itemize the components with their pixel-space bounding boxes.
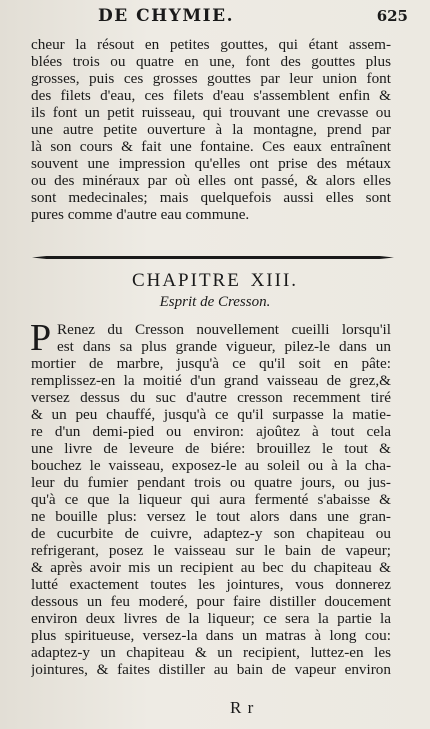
drop-cap: P <box>30 317 52 359</box>
text-line: leur du fumier pendant trois ou quatre jours, ou jus- <box>31 474 391 491</box>
text-line: des filets d'eau, ces filets d'eau s'assemblent enfin & <box>31 87 391 104</box>
text-line: souvent une impression qu'elles ont prise des métaux <box>31 155 391 172</box>
chapter-title: CHAPITRE XIII. <box>131 270 299 291</box>
text-line: jointures, & faites distiller au bain de vapeur environ <box>31 661 391 678</box>
text-line: re d'un demi-pied ou environ: ajoûtez à tout cela <box>31 423 391 440</box>
catchword-signature: R r <box>230 698 255 717</box>
text-line: ne bouille plus: versez le tout alors dans une gran- <box>31 508 391 525</box>
text-line: ou des minéraux par où elles ont passé, & alors elles <box>31 172 391 189</box>
running-head: DE CHYMIE. <box>98 6 234 26</box>
text-line: plus spiritueuse, versez-la dans un matras à long cou: <box>31 627 391 644</box>
text-line: de cucurbite de cuivre, adaptez-y son chapiteau ou <box>31 525 391 542</box>
text-line: versez dessus du suc d'autre cresson recemment tiré <box>31 389 391 406</box>
text-line: Renez du Cresson nouvellement cueilli lorsqu'il <box>57 321 391 338</box>
page-number: 625 <box>376 7 408 25</box>
text-line: blées trois ou quatre en une, font des gouttes plus <box>31 53 391 70</box>
text-line: là son cours & fait une fontaine. Ces eaux entraînent <box>31 138 391 155</box>
text-line: & après avoir mis un recipient au bec du chapiteau & <box>31 559 391 576</box>
text-line: grosses, puis ces grosses gouttes par leur union font <box>31 70 391 87</box>
text-line: cheur la résout en petites gouttes, qui étant assem- <box>31 36 391 53</box>
text-line: pures comme d'autre eau commune. <box>31 206 250 223</box>
page-header <box>0 6 430 28</box>
text-line: environ deux livres de la liqueur; ce sera la partie la <box>31 610 391 627</box>
text-line: est dans sa plus grande vigueur, pilez-le dans un <box>57 338 391 355</box>
text-line: & un peu chauffé, jusqu'à ce qu'il surpasse la matie- <box>31 406 391 423</box>
text-line: dessous un feu moderé, pour faire distiller doucement <box>31 593 391 610</box>
text-line: sont medecinales; mais quelquefois aussi elles sont <box>31 189 391 206</box>
paragraph-recipe <box>30 317 391 678</box>
text-line: qu'à ce que la liqueur qui aura fermenté s'abaisse & <box>31 491 391 508</box>
text-line: refrigerant, posez le vaisseau sur le bain de vapeur; <box>31 542 391 559</box>
chapter-subtitle: Esprit de Cresson. <box>159 294 271 310</box>
text-line: une autre petite ouverture à la montagne, prend par <box>31 121 391 138</box>
text-line: mortier de marbre, jusqu'à ce qu'il soit en pâte: <box>31 355 391 372</box>
text-line: bouchez le vaisseau, exposez-le au soleil ou à la cha- <box>31 457 391 474</box>
chapter-divider <box>32 254 394 262</box>
text-line: ils font un petit ruisseau, qui trouvant une crevasse ou <box>31 104 391 121</box>
paragraph-continued <box>31 36 391 223</box>
text-line: lutté exactement toutes les jointures, vous donnerez <box>31 576 391 593</box>
text-line: une livre de leveure de biére: brouillez le tout & <box>31 440 391 457</box>
text-line: remplissez-en la moitié d'un grand vaisseau de grez,& <box>31 372 391 389</box>
text-line: adaptez-y un chapiteau & un recipient, luttez-en les <box>31 644 391 661</box>
